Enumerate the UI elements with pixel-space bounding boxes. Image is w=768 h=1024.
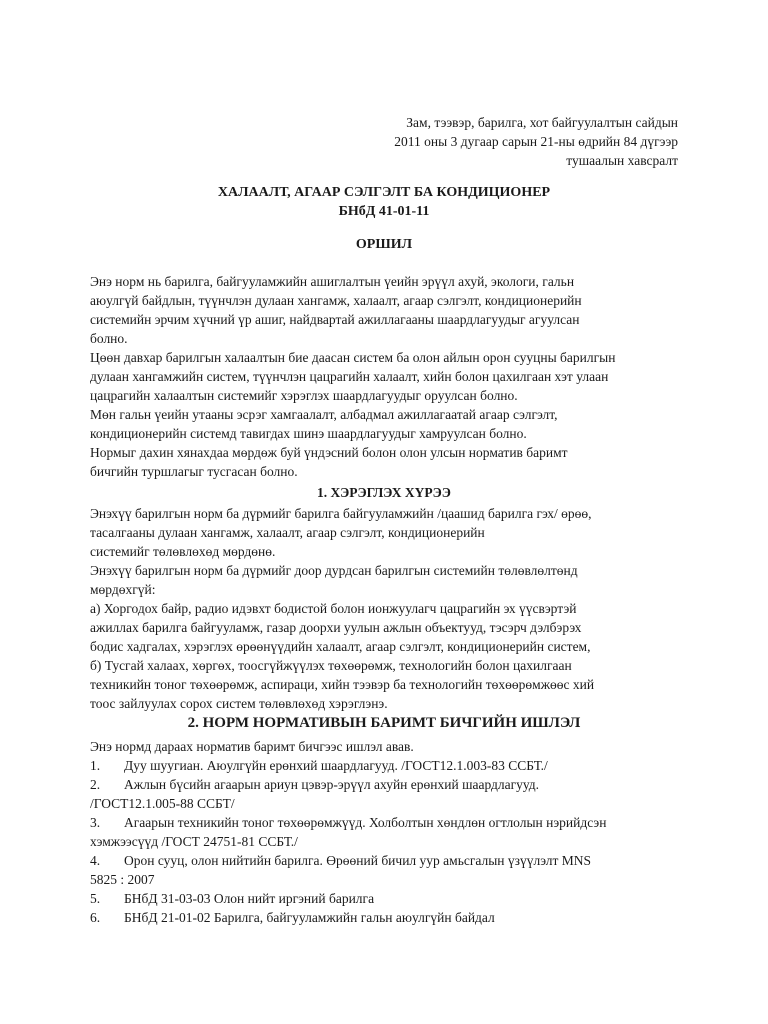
intro-line: кондиционерийн системд тавигдах шинэ шаардлагуудыг хамруулсан болно. — [90, 426, 527, 441]
intro-line: Мөн гальн үеийн утааны эсрэг хамгаалалт, албадмал ажиллагаатай агаар сэлгэлт, — [90, 407, 558, 422]
title-main: ХАЛААЛТ, АГААР СЭЛГЭЛТ БА КОНДИЦИОНЕР — [217, 185, 551, 200]
list-item — [90, 813, 690, 832]
item-text: /ГОСТ12.1.005-88 ССБТ/ — [90, 796, 235, 811]
section1-line: Энэхүү барилгын норм ба дүрмийг доор дурдсан барилгын системийн төлөвлөлтөнд — [90, 563, 578, 578]
item-number: 4. — [90, 853, 101, 868]
list-item — [90, 889, 690, 908]
section1-line: ажиллах барилга байгууламж, газар доорхи уулын ажлын объектууд, тэсэрч дэлбэрэх — [90, 620, 582, 635]
intro-heading: ОРШИЛ — [355, 237, 413, 252]
intro-line: дулаан хангамжийн систем, түүнчлэн цацрагийн халаалт, хийн болон цахилгаан хэт улаан — [90, 369, 609, 384]
item-text: Ажлын бүсийн агаарын ариун цэвэр-эрүүл ахуйн ерөнхий шаардлагууд. — [124, 777, 540, 792]
item-text: БНбД 31-03-03 Олон нийт иргэний барилга — [124, 891, 375, 906]
item-text: БНбД 21-01-02 Барилга, байгууламжийн гальн аюулгүйн байдал — [124, 910, 495, 925]
section1-line: Энэхүү барилгын норм ба дүрмийг барилга байгууламжийн /цаашид барилга гэх/ өрөө, — [90, 506, 592, 521]
section2-heading: 2. НОРМ НОРМАТИВЫН БАРИМТ БИЧГИЙН ИШЛЭЛ — [187, 715, 581, 731]
item-text: Агаарын техникийн тоног төхөөрөмжүүд. Холболтын хөндлөн огтлолын нэрийдсэн — [124, 815, 607, 830]
intro-line: бичгийн туршлагыг тусгасан болно. — [90, 464, 298, 479]
intro-line: цацрагийн халаалтын системийг хэрэглэх шаардлагуудыг оруулсан болно. — [90, 388, 518, 403]
item-number: 5. — [90, 891, 101, 906]
intro-line: аюулгүй байдлын, түүнчлэн дулаан хангамж, халаалт, агаар сэлгэлт, кондиционерийн — [90, 293, 582, 308]
approval-header — [394, 113, 678, 170]
document-title — [0, 183, 768, 221]
title-code: БНбД 41-01-11 — [338, 204, 430, 219]
section1-line: тоос зайлуулах сорох систем төлөвлөхөд хэрэглэнэ. — [90, 696, 388, 711]
section1-line: бодис хадгалах, хэрэглэх өрөөнүүдийн халаалт, агаар сэлгэлт, кондиционерийн систем, — [90, 639, 591, 654]
section1-line: мөрдөхгүй: — [90, 582, 156, 597]
header-line-1: Зам, тээвэр, барилга, хот байгуулалтын сайдын — [406, 115, 678, 130]
item-text: 5825 : 2007 — [90, 872, 155, 887]
header-line-3: тушаалын хавсралт — [566, 153, 678, 168]
item-number: 1. — [90, 758, 101, 773]
list-item-continuation — [90, 870, 690, 889]
list-item-continuation — [90, 832, 690, 851]
intro-line: Цөөн давхар барилгын халаалтын бие даасан систем ба олон айлын орон сууцны барилгын — [90, 350, 616, 365]
intro-paragraph — [90, 272, 690, 481]
item-number: 3. — [90, 815, 101, 830]
list-item-continuation — [90, 794, 690, 813]
section1-line: а) Хоргодох байр, радио идэвхт бодистой болон ионжуулагч цацрагийн эх үүсвэртэй — [90, 601, 577, 616]
list-item — [90, 775, 690, 794]
item-text: хэмжээсүүд /ГОСТ 24751-81 ССБТ./ — [90, 834, 298, 849]
section1-line: системийг төлөвлөхөд мөрдөнө. — [90, 544, 276, 559]
section1-paragraph — [90, 504, 690, 713]
item-text: Орон сууц, олон нийтийн барилга. Өрөөний бичил уур амьсгалын үзүүлэлт MNS — [124, 853, 592, 868]
section1-line: техникийн тоног төхөөрөмж, аспираци, хийн тээвэр ба технологийн төхөөрөмжөөс хий — [90, 677, 595, 692]
intro-line: системийн эрчим хүчний үр ашиг, найдвартай ажиллагааны шаардлагуудыг агуулсан — [90, 312, 580, 327]
item-number: 6. — [90, 910, 101, 925]
intro-line: болно. — [90, 331, 128, 346]
section1-heading: 1. ХЭРЭГЛЭХ ХҮРЭЭ — [317, 485, 451, 500]
section2-intro: Энэ нормд дараах норматив баримт бичгээс ишлэл авав. — [90, 739, 414, 754]
intro-line: Энэ норм нь барилга, байгууламжийн ашиглалтын үеийн эрүүл ахуй, экологи, гальн — [90, 274, 575, 289]
item-number: 2. — [90, 777, 101, 792]
section1-line: тасалгааны дулаан хангамж, халаалт, агаар сэлгэлт, кондиционерийн — [90, 525, 485, 540]
reference-list — [90, 737, 690, 927]
list-item — [90, 851, 690, 870]
list-item — [90, 908, 690, 927]
section1-line: б) Тусгай халаах, хөргөх, тоосгүйжүүлэх төхөөрөмж, технологийн болон цахилгаан — [90, 658, 572, 673]
item-text: Дуу шуугиан. Аюулгүйн ерөнхий шаардлагууд. /ГОСТ12.1.003-83 ССБТ./ — [124, 758, 548, 773]
header-line-2: 2011 оны 3 дугаар сарын 21-ны өдрийн 84 дүгээр — [394, 134, 678, 149]
list-item — [90, 756, 690, 775]
intro-line: Нормыг дахин хянахдаа мөрдөж буй үндэсний болон олон улсын норматив баримт — [90, 445, 568, 460]
